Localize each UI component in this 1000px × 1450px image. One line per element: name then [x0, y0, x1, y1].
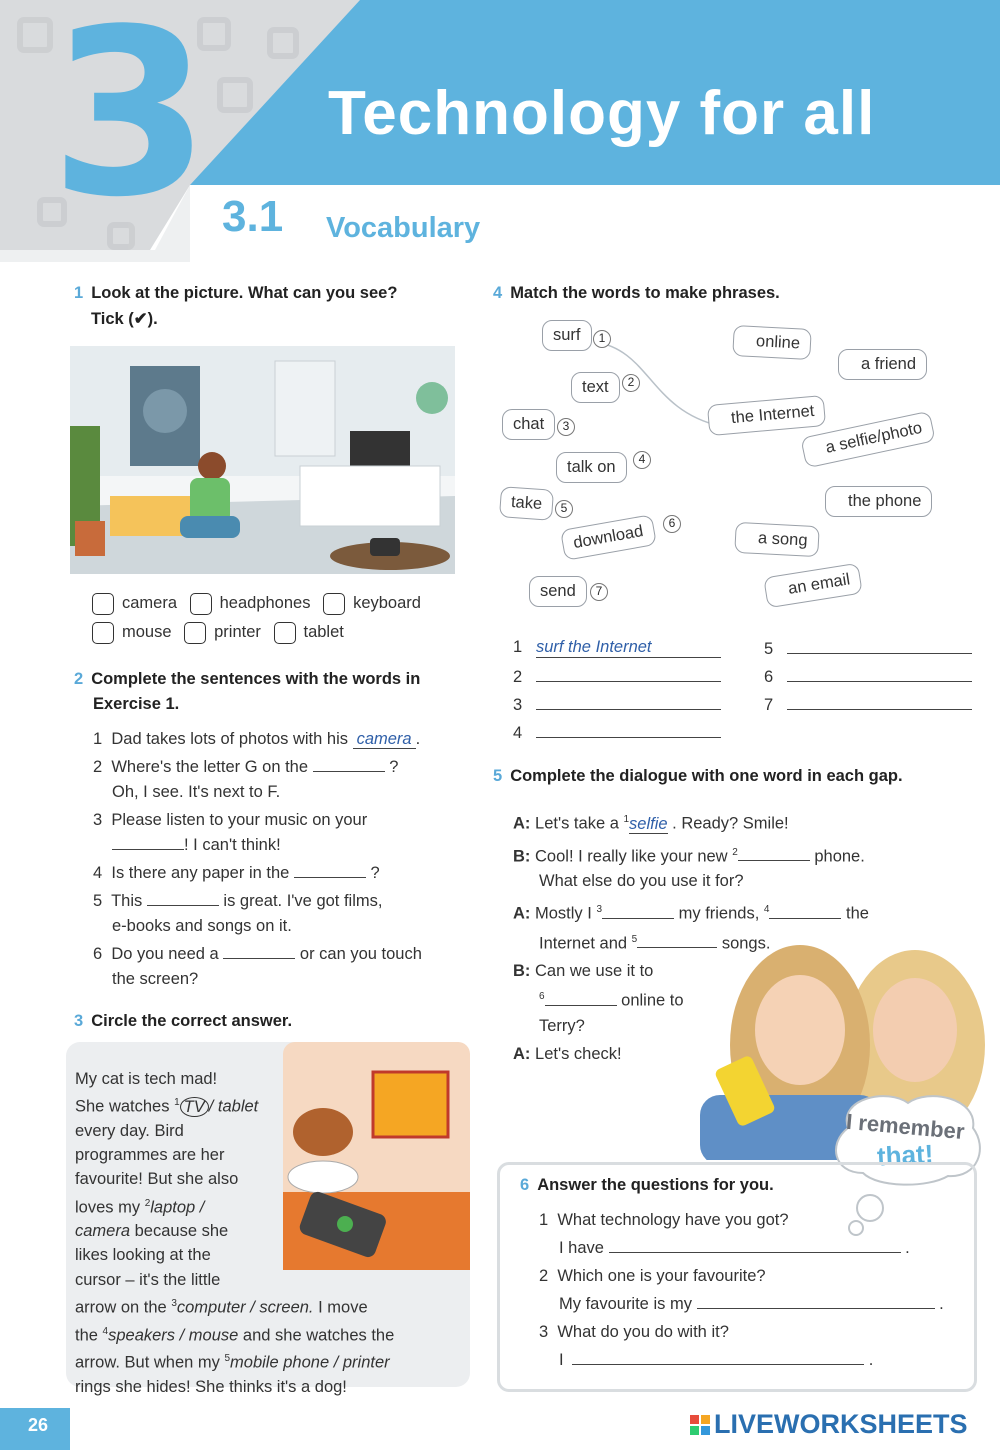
page-title: Technology for all — [328, 79, 876, 148]
answer-field[interactable]: selfie — [629, 814, 668, 833]
exercise-3-text: My cat is tech mad! She watches $^1$ TV / tablet every day. Bird programmes are her favourite! But she also loves my $^2$laptop / camera because she likes looking at the cursor – it's the little arrow on the $^3$computer / screen. I move the $^4$speakers / mouse and she watches the arrow. But when my $^5$mobile phone / printer rings she hides! She thinks it's a dog! — [75, 1070, 395, 1396]
exercise-2 — [74, 670, 484, 992]
piece-number: 4 — [633, 451, 651, 469]
answer-field[interactable] — [769, 903, 841, 919]
dialogue-continuation: Internet and $^5$ songs. — [539, 933, 771, 952]
dialogue-continuation: Terry? — [539, 1016, 585, 1035]
brand-icon — [690, 1415, 710, 1435]
answer-row: 4 — [513, 722, 721, 743]
exercise-number: 1 — [74, 284, 84, 302]
answer-field[interactable] — [536, 722, 721, 738]
brand-logo — [690, 1409, 968, 1440]
piece-number: 2 — [622, 374, 640, 392]
word-piece[interactable]: take — [499, 486, 554, 521]
exercise-4-heading: 4 Match the words to make phrases. — [493, 284, 780, 302]
answer-field[interactable] — [112, 834, 184, 850]
word-piece[interactable]: download — [560, 514, 657, 561]
piece-number: 3 — [557, 418, 575, 436]
word-piece[interactable]: the Internet — [707, 395, 827, 436]
answer-field[interactable] — [536, 666, 721, 682]
word-piece[interactable]: a selfie/photo — [800, 411, 936, 469]
word-piece[interactable]: online — [732, 325, 812, 360]
sentence-continuation: ! I can't think! — [112, 833, 484, 858]
piece-number: 1 — [593, 330, 611, 348]
option[interactable]: computer / screen. — [176, 1298, 314, 1317]
answer-field[interactable] — [787, 666, 972, 682]
exercise-instruction: Look at the picture. What can you see? — [91, 284, 398, 302]
answer-field[interactable] — [738, 845, 810, 861]
brand-name: LIVEWORKSHEETS — [714, 1409, 968, 1439]
page-number: 26 — [28, 1415, 49, 1435]
option-label: headphones — [219, 594, 311, 612]
unit-number: 3 — [50, 0, 211, 248]
bubble-text-1: I remember — [845, 1108, 966, 1145]
ex1-options — [92, 589, 482, 647]
answer-field[interactable]: surf the Internet — [536, 638, 721, 658]
word-piece[interactable]: surf — [542, 320, 592, 351]
option-label: keyboard — [353, 594, 421, 612]
exercise-instruction: Complete the sentences with the words in — [91, 670, 421, 688]
dialogue-continuation: What else do you use it for? — [539, 872, 744, 890]
sentence: 3 Please listen to your music on your — [93, 811, 368, 829]
answer-row: 1 surf the Internet — [513, 638, 721, 658]
dialogue-line: A: Let's check! — [513, 1044, 622, 1063]
sentence-continuation: Oh, I see. It's next to F. — [112, 783, 281, 801]
word-piece[interactable]: text — [571, 372, 620, 403]
answer-row: 5 — [764, 638, 972, 659]
option-label: tablet — [303, 623, 344, 641]
lesson-title: Vocabulary — [326, 212, 481, 244]
exercise-instruction: Tick (✔). — [91, 310, 158, 328]
answer-field[interactable] — [787, 638, 972, 654]
dialogue-line: B: Can we use it to — [513, 962, 654, 980]
word-piece[interactable]: chat — [502, 409, 555, 440]
answer-field[interactable] — [147, 890, 219, 906]
bubble-text-2: that! — [876, 1138, 935, 1172]
answer-field[interactable] — [536, 694, 721, 710]
checkbox[interactable] — [274, 622, 296, 644]
dialogue-line: A: Mostly I $^3$ my friends, $^4$ the — [513, 904, 869, 923]
answer-field[interactable]: camera — [353, 730, 416, 749]
piece-number: 7 — [590, 583, 608, 601]
answer-field[interactable] — [223, 943, 295, 959]
answer-row: 2 — [513, 666, 721, 687]
sentence-continuation: e-books and songs on it. — [112, 917, 292, 935]
sentence: 5 This is great. I've got films, — [93, 892, 383, 910]
word-piece[interactable]: a friend — [838, 349, 927, 380]
circled-option[interactable]: TV — [180, 1097, 209, 1117]
answer-field[interactable] — [545, 990, 617, 1006]
word-piece[interactable]: an email — [763, 563, 863, 609]
checkbox[interactable] — [184, 622, 206, 644]
checkbox[interactable] — [92, 593, 114, 615]
option-label: printer — [214, 623, 261, 641]
dialogue-line: B: Cool! I really like your new $^2$ phone. — [513, 846, 865, 865]
answer-field[interactable] — [609, 1237, 901, 1253]
sentence: 2 Where's the letter G on the ? — [93, 758, 399, 776]
option-label: camera — [122, 594, 178, 612]
option-label: mouse — [122, 623, 172, 641]
checkbox[interactable] — [190, 593, 212, 615]
question: 3 What do you do with it? — [539, 1323, 729, 1341]
answer-row: 3 — [513, 694, 721, 715]
sentence: 6 Do you need a or can you touch — [93, 945, 422, 963]
option[interactable]: camera — [75, 1222, 131, 1241]
exercise-3-heading: 3 Circle the correct answer. — [74, 1012, 293, 1030]
piece-number: 6 — [663, 515, 681, 533]
sentence: 1 Dad takes lots of photos with his camera . — [93, 730, 421, 748]
checkbox[interactable] — [323, 593, 345, 615]
piece-number: 5 — [555, 500, 573, 518]
answer-field[interactable] — [697, 1293, 935, 1309]
answer-field[interactable] — [637, 932, 717, 948]
bedroom-illustration — [70, 346, 455, 574]
answer-row: 6 — [764, 666, 972, 687]
sentence-continuation: the screen? — [112, 970, 199, 988]
answer-field[interactable] — [294, 862, 366, 878]
exercise-instruction: Exercise 1. — [93, 695, 180, 713]
checkbox[interactable] — [92, 622, 114, 644]
exercise-5-heading: 5 Complete the dialogue with one word in each gap. — [493, 767, 903, 785]
option[interactable]: / tablet — [208, 1097, 259, 1116]
word-piece[interactable]: send — [529, 576, 587, 607]
exercise-6: 6 Answer the questions for you. 1 What technology have you got? I have . 2 Which one is your favourite? My favourite is my . 3 What do you do with it? I . — [520, 1176, 944, 1374]
answer-row: I . — [559, 1351, 874, 1369]
exercise-number: 2 — [74, 670, 84, 688]
sentence: 4 Is there any paper in the ? — [93, 864, 380, 882]
question: 1 What technology have you got? — [539, 1211, 789, 1229]
lesson-number: 3.1 — [222, 192, 284, 241]
dialogue-line: A: Let's take a $^1$selfie . Ready? Smile! — [513, 814, 789, 833]
option[interactable]: mobile phone / printer — [230, 1353, 390, 1372]
word-piece[interactable]: a song — [734, 522, 819, 557]
answer-field[interactable] — [787, 694, 972, 710]
answer-row: My favourite is my . — [559, 1295, 944, 1313]
question: 2 Which one is your favourite? — [539, 1267, 766, 1285]
option[interactable]: speakers / mouse — [108, 1326, 239, 1345]
word-piece[interactable]: the phone — [825, 486, 932, 517]
answer-field[interactable] — [602, 903, 674, 919]
dialogue-continuation: $^6$ online to — [539, 991, 684, 1010]
answer-row: I have . — [559, 1239, 910, 1257]
exercise-1 — [74, 284, 474, 329]
answer-field[interactable] — [313, 756, 385, 772]
answer-field[interactable] — [572, 1349, 864, 1365]
dialogue — [513, 807, 933, 1067]
word-piece[interactable]: talk on — [556, 452, 627, 483]
option[interactable]: laptop / — [150, 1198, 205, 1217]
answer-row: 7 — [764, 694, 972, 715]
